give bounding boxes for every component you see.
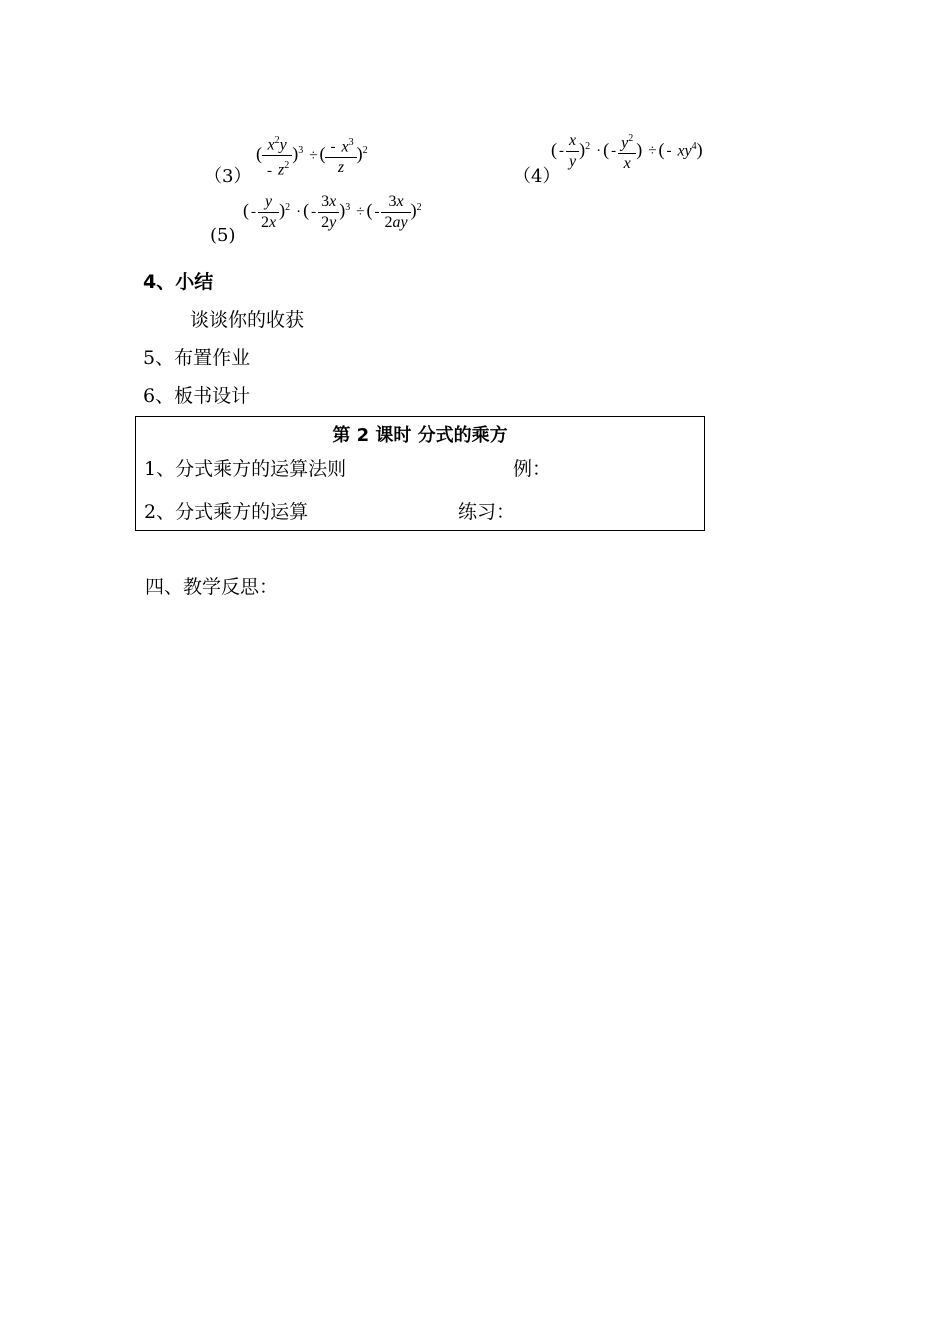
exercise-3-expression: ( $\frac{x^2y}{- z^2}$ )$^3$ ÷ ( $\frac{- x^3}{z}$ )$^2$ bbox=[256, 132, 368, 180]
section-5-heading: 5、布置作业 bbox=[143, 347, 251, 369]
exercise-5-expression: ( - $\frac{y}{2x}$ )$^2$ · ( - $\frac{3x}{2y}$ )$^3$ ÷ ( - $\frac{3x}{2ay}$ )$^2$ bbox=[243, 193, 422, 231]
board-row1-left: 1、分式乘方的运算法则 bbox=[144, 458, 347, 480]
exercise-3-label: （3） bbox=[204, 166, 252, 187]
section-4-body: 谈谈你的收获 bbox=[190, 309, 305, 331]
exercise-5-label: (5) bbox=[210, 225, 236, 246]
board-design-box bbox=[135, 416, 705, 531]
board-row1-right: 例： bbox=[513, 458, 552, 480]
section-4-heading: 4、小结 bbox=[143, 271, 214, 293]
board-row2-left: 2、分式乘方的运算 bbox=[144, 501, 309, 523]
exercise-4-expression: ( - $\frac{x}{y}$ )$^2$ · ( - $\frac{y^2}{x}$ ) ÷ ( - $xy^4$) bbox=[551, 130, 703, 173]
exercise-4-label: （4） bbox=[513, 166, 561, 187]
section-6-heading: 6、板书设计 bbox=[143, 385, 251, 407]
board-title: 第 2 课时 分式的乘方 bbox=[332, 425, 508, 446]
teaching-reflection-label: 四、教学反思： bbox=[145, 576, 279, 598]
board-row2-right: 练习： bbox=[458, 501, 516, 523]
